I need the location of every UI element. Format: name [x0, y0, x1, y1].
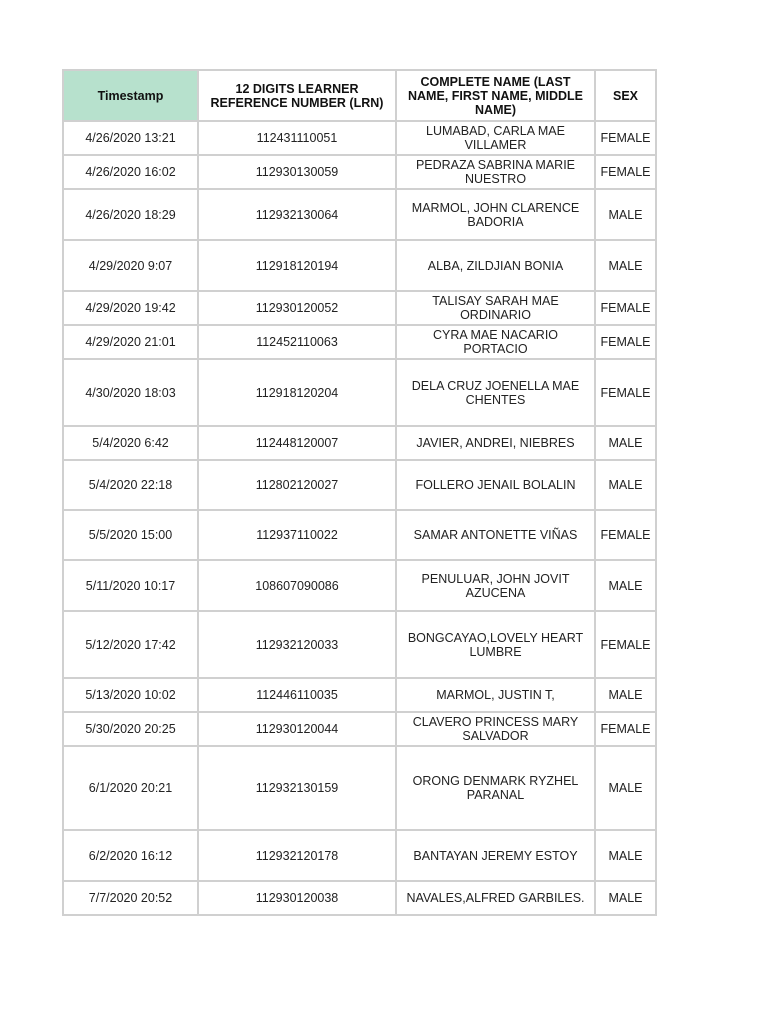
cell-name[interactable]: DELA CRUZ JOENELLA MAE CHENTES	[396, 359, 595, 426]
cell-name[interactable]: CLAVERO PRINCESS MARY SALVADOR	[396, 712, 595, 746]
cell-timestamp[interactable]: 5/11/2020 10:17	[63, 560, 198, 611]
cell-timestamp[interactable]: 5/4/2020 6:42	[63, 426, 198, 460]
table-row	[63, 189, 656, 240]
cell-timestamp[interactable]: 5/13/2020 10:02	[63, 678, 198, 712]
cell-timestamp[interactable]: 6/1/2020 20:21	[63, 746, 198, 830]
cell-lrn[interactable]: 112932130064	[198, 189, 396, 240]
cell-name[interactable]: NAVALES,ALFRED GARBILES.	[396, 881, 595, 915]
cell-timestamp[interactable]: 7/7/2020 20:52	[63, 881, 198, 915]
cell-lrn[interactable]: 112930120044	[198, 712, 396, 746]
cell-name[interactable]: PEDRAZA SABRINA MARIE NUESTRO	[396, 155, 595, 189]
cell-name[interactable]: CYRA MAE NACARIO PORTACIO	[396, 325, 595, 359]
table-row	[63, 426, 656, 460]
learner-table	[62, 69, 657, 916]
cell-sex[interactable]: FEMALE	[595, 155, 656, 189]
cell-timestamp[interactable]: 5/30/2020 20:25	[63, 712, 198, 746]
cell-lrn[interactable]: 108607090086	[198, 560, 396, 611]
cell-name[interactable]: SAMAR ANTONETTE VIÑAS	[396, 510, 595, 560]
cell-sex[interactable]: MALE	[595, 560, 656, 611]
cell-sex[interactable]: MALE	[595, 881, 656, 915]
cell-timestamp[interactable]: 5/12/2020 17:42	[63, 611, 198, 678]
cell-lrn[interactable]: 112918120194	[198, 240, 396, 291]
cell-sex[interactable]: FEMALE	[595, 325, 656, 359]
cell-sex[interactable]: MALE	[595, 830, 656, 881]
cell-lrn[interactable]: 112802120027	[198, 460, 396, 510]
table-row	[63, 359, 656, 426]
cell-timestamp[interactable]: 4/29/2020 9:07	[63, 240, 198, 291]
cell-lrn[interactable]: 112452110063	[198, 325, 396, 359]
cell-name[interactable]: JAVIER, ANDREI, NIEBRES	[396, 426, 595, 460]
cell-lrn[interactable]: 112932120178	[198, 830, 396, 881]
cell-timestamp[interactable]: 4/26/2020 18:29	[63, 189, 198, 240]
cell-name[interactable]: PENULUAR, JOHN JOVIT AZUCENA	[396, 560, 595, 611]
cell-name[interactable]: ORONG DENMARK RYZHEL PARANAL	[396, 746, 595, 830]
table-row	[63, 830, 656, 881]
table-row	[63, 678, 656, 712]
cell-name[interactable]: BANTAYAN JEREMY ESTOY	[396, 830, 595, 881]
cell-lrn[interactable]: 112932120033	[198, 611, 396, 678]
cell-sex[interactable]: FEMALE	[595, 291, 656, 325]
cell-name[interactable]: MARMOL, JOHN CLARENCE BADORIA	[396, 189, 595, 240]
cell-sex[interactable]: MALE	[595, 678, 656, 712]
cell-timestamp[interactable]: 5/5/2020 15:00	[63, 510, 198, 560]
cell-name[interactable]: TALISAY SARAH MAE ORDINARIO	[396, 291, 595, 325]
cell-name[interactable]: ALBA, ZILDJIAN BONIA	[396, 240, 595, 291]
cell-lrn[interactable]: 112930130059	[198, 155, 396, 189]
header-row	[63, 70, 656, 121]
table-row	[63, 325, 656, 359]
header-name[interactable]: COMPLETE NAME (LAST NAME, FIRST NAME, MIDDLE NAME)	[396, 70, 595, 121]
cell-name[interactable]: LUMABAD, CARLA MAE VILLAMER	[396, 121, 595, 155]
cell-name[interactable]: FOLLERO JENAIL BOLALIN	[396, 460, 595, 510]
cell-sex[interactable]: FEMALE	[595, 359, 656, 426]
cell-timestamp[interactable]: 6/2/2020 16:12	[63, 830, 198, 881]
cell-lrn[interactable]: 112930120038	[198, 881, 396, 915]
cell-timestamp[interactable]: 4/26/2020 16:02	[63, 155, 198, 189]
table-row	[63, 611, 656, 678]
cell-sex[interactable]: MALE	[595, 240, 656, 291]
table-row	[63, 510, 656, 560]
table-row	[63, 746, 656, 830]
cell-sex[interactable]: FEMALE	[595, 712, 656, 746]
table-row	[63, 291, 656, 325]
cell-sex[interactable]: FEMALE	[595, 611, 656, 678]
table-row	[63, 881, 656, 915]
cell-sex[interactable]: FEMALE	[595, 510, 656, 560]
cell-lrn[interactable]: 112431110051	[198, 121, 396, 155]
table-row	[63, 560, 656, 611]
cell-lrn[interactable]: 112932130159	[198, 746, 396, 830]
cell-name[interactable]: BONGCAYAO,LOVELY HEART LUMBRE	[396, 611, 595, 678]
cell-name[interactable]: MARMOL, JUSTIN T,	[396, 678, 595, 712]
cell-timestamp[interactable]: 4/29/2020 19:42	[63, 291, 198, 325]
cell-lrn[interactable]: 112918120204	[198, 359, 396, 426]
cell-lrn[interactable]: 112930120052	[198, 291, 396, 325]
cell-lrn[interactable]: 112937110022	[198, 510, 396, 560]
cell-sex[interactable]: MALE	[595, 460, 656, 510]
header-lrn[interactable]: 12 DIGITS LEARNER REFERENCE NUMBER (LRN)	[198, 70, 396, 121]
cell-timestamp[interactable]: 4/30/2020 18:03	[63, 359, 198, 426]
cell-sex[interactable]: MALE	[595, 746, 656, 830]
table-body	[63, 121, 656, 915]
table-row	[63, 121, 656, 155]
cell-sex[interactable]: FEMALE	[595, 121, 656, 155]
table-row	[63, 460, 656, 510]
cell-lrn[interactable]: 112446110035	[198, 678, 396, 712]
cell-sex[interactable]: MALE	[595, 426, 656, 460]
cell-timestamp[interactable]: 5/4/2020 22:18	[63, 460, 198, 510]
table-row	[63, 240, 656, 291]
cell-sex[interactable]: MALE	[595, 189, 656, 240]
cell-lrn[interactable]: 112448120007	[198, 426, 396, 460]
header-sex[interactable]: SEX	[595, 70, 656, 121]
cell-timestamp[interactable]: 4/26/2020 13:21	[63, 121, 198, 155]
table-row	[63, 712, 656, 746]
header-timestamp[interactable]: Timestamp	[63, 70, 198, 121]
table-row	[63, 155, 656, 189]
cell-timestamp[interactable]: 4/29/2020 21:01	[63, 325, 198, 359]
